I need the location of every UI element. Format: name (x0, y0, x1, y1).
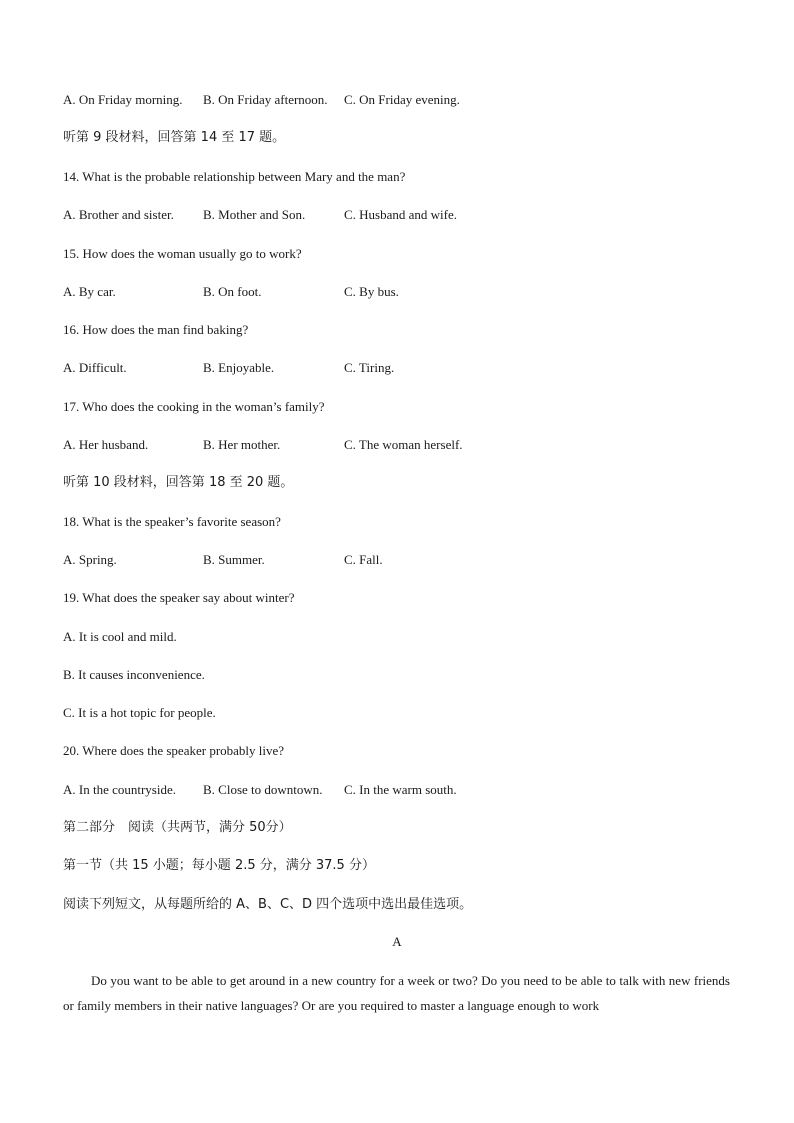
q19-option-a: A. It is cool and mild. (63, 629, 177, 644)
q17-option-b: B. Her mother. (203, 437, 281, 452)
q18-option-c: C. Fall. (344, 552, 383, 567)
passage-title: A (392, 934, 402, 949)
part-2-heading: 第二部分 阅读（共两节，满分 50分） (63, 820, 292, 835)
q20-option-b: B. Close to downtown. (203, 782, 323, 797)
q16-option-c: C. Tiring. (344, 360, 395, 375)
q18-option-a: A. Spring. (63, 552, 117, 567)
q15-question: 15. How does the woman usually go to work? (63, 246, 302, 261)
q19-question: 19. What does the speaker say about winter? (63, 590, 295, 605)
q15-option-a: A. By car. (63, 284, 116, 299)
q16-question: 16. How does the man find baking? (63, 322, 249, 337)
section-9-heading: 听第 9 段材料，回答第 14 至 17 题。 (63, 130, 286, 145)
q19-option-c: C. It is a hot topic for people. (63, 705, 216, 720)
q17-question: 17. Who does the cooking in the woman’s family? (63, 399, 325, 414)
reading-instruction: 阅读下列短文，从每题所给的 A、B、C、D 四个选项中选出最佳选项。 (63, 897, 473, 912)
q13-option-a: A. On Friday morning. (63, 92, 183, 107)
q13-option-c: C. On Friday evening. (344, 92, 460, 107)
q20-option-c: C. In the warm south. (344, 782, 457, 797)
q19-option-b: B. It causes inconvenience. (63, 667, 205, 682)
q13-option-b: B. On Friday afternoon. (203, 92, 328, 107)
q16-option-b: B. Enjoyable. (203, 360, 275, 375)
q18-option-b: B. Summer. (203, 552, 265, 567)
q18-question: 18. What is the speaker’s favorite season? (63, 514, 281, 529)
passage-paragraph: Do you want to be able to get around in a new country for a week or two? Do you need to be able to talk with new friends or family members in their native languages? Or are you required to master a language enough to work (63, 973, 730, 1013)
q20-question: 20. Where does the speaker probably live? (63, 743, 285, 758)
q14-option-c: C. Husband and wife. (344, 207, 458, 222)
q17-option-a: A. Her husband. (63, 437, 149, 452)
q14-question: 14. What is the probable relationship between Mary and the man? (63, 169, 406, 184)
q17-option-c: C. The woman herself. (344, 437, 463, 452)
q14-option-a: A. Brother and sister. (63, 207, 174, 222)
section-1-heading: 第一节（共 15 小题；每小题 2.5 分，满分 37.5 分） (63, 858, 375, 873)
q14-option-b: B. Mother and Son. (203, 207, 306, 222)
q15-option-b: B. On foot. (203, 284, 262, 299)
q15-option-c: C. By bus. (344, 284, 399, 299)
q16-option-a: A. Difficult. (63, 360, 127, 375)
q20-option-a: A. In the countryside. (63, 782, 177, 797)
section-10-heading: 听第 10 段材料，回答第 18 至 20 题。 (63, 475, 294, 490)
